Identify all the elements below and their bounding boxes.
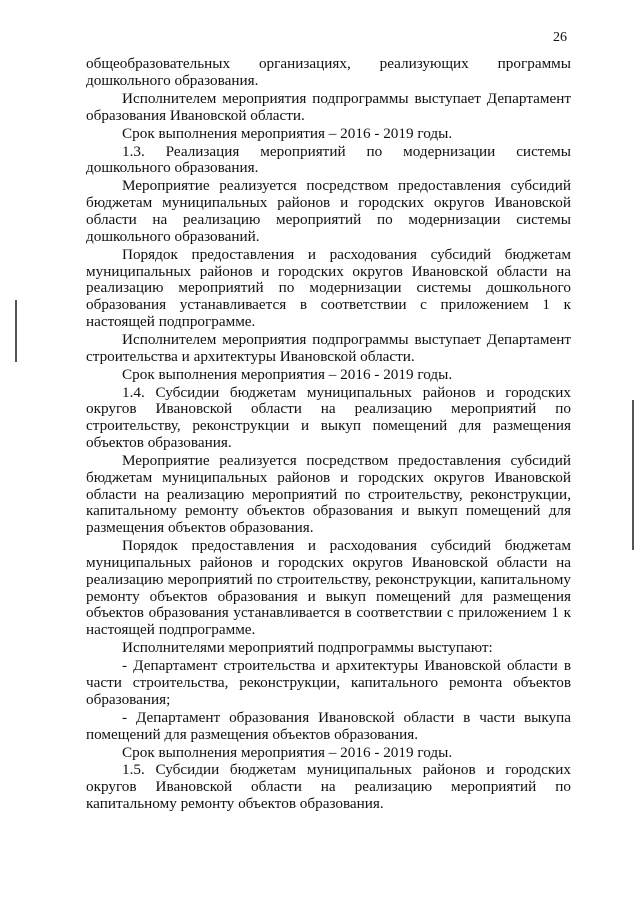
paragraph: Порядок предоставления и расходования субсидий бюджетам муниципальных районов и городских округов Ивановской области на реализацию мероприятий по строительству, реконструкции, капитальному ремонту объектов образования и выкуп помещений для размещения объектов образования устанавливается в соответствии с приложением 1 к настоящей подпрограмме. xyxy=(86,537,571,639)
paragraph: Мероприятие реализуется посредством предоставления субсидий бюджетам муниципальных районов и городских округов Ивановской области на реализацию мероприятий по строительству, реконструкции, капитальному ремонту объектов образования и выкуп помещений для размещения объектов образования. xyxy=(86,452,571,537)
paragraph: Исполнителем мероприятия подпрограммы выступает Департамент строительства и архитектуры Ивановской области. xyxy=(86,330,571,365)
paragraph: общеобразовательных организациях, реализующих программы дошкольного образования. xyxy=(86,55,571,89)
scan-edge-mark xyxy=(15,300,17,362)
document-body xyxy=(86,56,571,814)
paragraph: 1.5. Субсидии бюджетам муниципальных районов и городских округов Ивановской области на реализацию мероприятий по капитальному ремонту объектов образования. xyxy=(86,761,571,813)
scan-edge-mark xyxy=(632,400,634,550)
paragraph: 1.3. Реализация мероприятий по модернизации системы дошкольного образования. xyxy=(86,142,571,177)
paragraph: 1.4. Субсидии бюджетам муниципальных районов и городских округов Ивановской области на реализацию мероприятий по строительству, реконструкции и выкуп помещений для размещения объектов образования. xyxy=(86,383,571,452)
paragraph: - Департамент образования Ивановской области в части выкупа помещений для размещения объектов образования. xyxy=(86,708,571,743)
paragraph: Порядок предоставления и расходования субсидий бюджетам муниципальных районов и городских округов Ивановской области на реализацию мероприятий по модернизации системы дошкольного образования устанавливается в соответствии с приложением 1 к настоящей подпрограмме. xyxy=(86,245,571,330)
paragraph: Срок выполнения мероприятия – 2016 - 2019 годы. xyxy=(122,124,453,142)
paragraph: - Департамент строительства и архитектуры Ивановской области в части строительства, реконструкции, капитального ремонта объектов образования; xyxy=(86,657,571,708)
paragraph: Мероприятие реализуется посредством предоставления субсидий бюджетам муниципальных районов и городских округов Ивановской области на реализацию мероприятий по модернизации системы дошкольного образований. xyxy=(86,177,571,245)
paragraph: Исполнителями мероприятий подпрограммы выступают: xyxy=(122,639,493,657)
page-number: 26 xyxy=(553,30,567,45)
paragraph: Срок выполнения мероприятия – 2016 - 2019 годы. xyxy=(122,365,453,383)
paragraph: Исполнителем мероприятия подпрограммы выступает Департамент образования Ивановской области. xyxy=(86,89,571,124)
paragraph: Срок выполнения мероприятия – 2016 - 2019 годы. xyxy=(122,743,453,761)
